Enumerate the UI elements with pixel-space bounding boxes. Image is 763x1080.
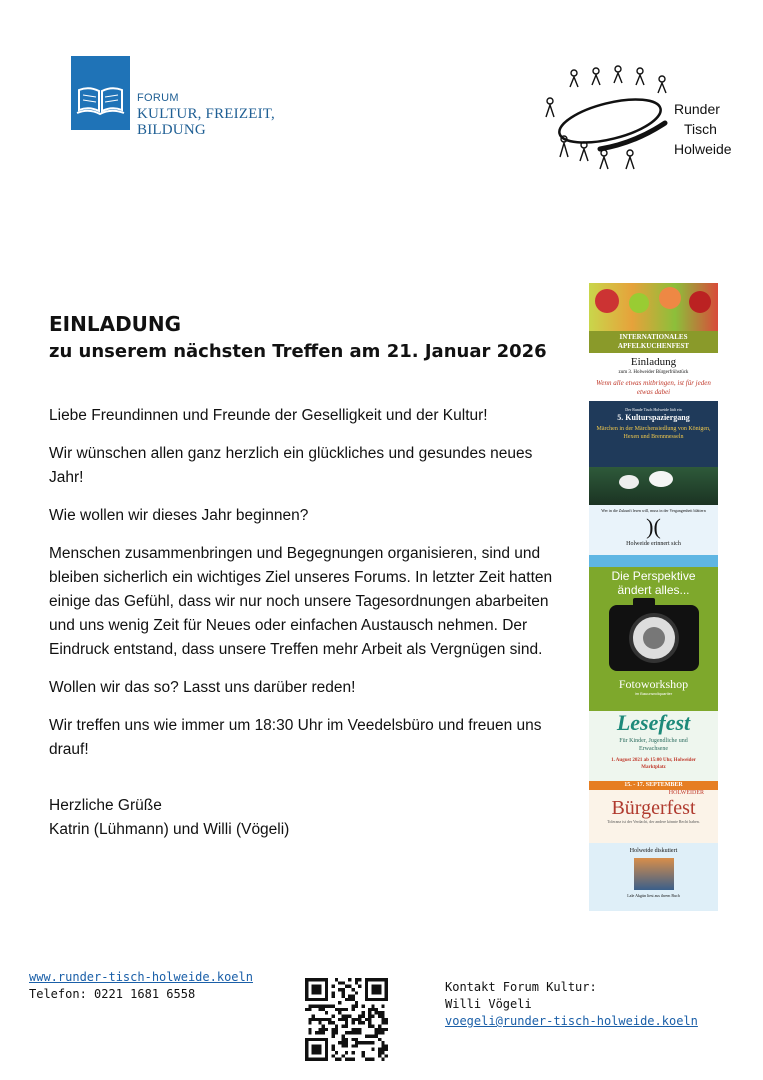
- diskut-sub: Lale Akgün liest aus ihrem Buch: [627, 893, 680, 898]
- round-table-icon: [540, 65, 674, 175]
- erinnert-title: Holweide erinnert sich: [626, 541, 681, 547]
- phone-number: Telefon: 0221 1681 6558: [29, 987, 196, 1001]
- author-photo: [634, 858, 674, 890]
- apfel-motto: Wenn alle etwas mitbringen, ist für jeden etwas dabei: [596, 379, 711, 396]
- invitation-subtitle: zu unserem nächsten Treffen am 21. Januar 2026: [49, 341, 547, 362]
- runder-tisch-line1: Runder: [674, 101, 720, 117]
- foto-head1: Die Perspektive: [611, 569, 696, 583]
- forum-logo: [71, 56, 321, 148]
- contact-email-link[interactable]: voegeli@runder-tisch-holweide.koeln: [445, 1014, 698, 1028]
- footer-contact: [445, 979, 698, 1030]
- lese-title: Lesefest: [616, 711, 691, 735]
- apfel-sub: zum 3. Holweider Bürgerfrühstück: [618, 370, 689, 375]
- spaziergang-title: 5. Kulturspaziergang: [617, 413, 690, 422]
- spaziergang-head: Der Runde Tisch Holweide lädt ein: [625, 407, 682, 412]
- collage-lesefest: [589, 711, 718, 781]
- spaziergang-sub: Märchen in der Märchensiedlung von Königen, Hexen und Brennnesseln: [596, 426, 711, 440]
- contact-label: Kontakt Forum Kultur:: [445, 980, 597, 994]
- runder-tisch-line2: Tisch: [684, 121, 717, 137]
- signature: Katrin (Lühmann) und Willi (Vögeli): [49, 821, 290, 838]
- foto-head2: ändert alles...: [617, 583, 690, 597]
- lese-date: 1. August 2021 ab 15:00 Uhr, Holweider Marktplatz: [611, 758, 696, 770]
- forum-logo-line1: FORUM: [137, 92, 179, 104]
- paragraph-salutation: Liebe Freundinnen und Freunde der Geselligkeit und der Kultur!: [49, 407, 488, 424]
- runder-tisch-line3: Holweide: [674, 141, 732, 157]
- forum-logo-line2: KULTUR, FREIZEIT, BILDUNG: [137, 106, 275, 138]
- buerger-quote: Toleranz ist der Verdacht, der andere könnte Recht haben.: [607, 819, 700, 824]
- collage-kulturspaziergang: [589, 401, 718, 505]
- runder-tisch-logo: [540, 65, 740, 175]
- qr-code[interactable]: [305, 978, 388, 1061]
- closing-greeting: Herzliche Grüße: [49, 797, 162, 814]
- paragraph-discuss: Wollen wir das so? Lasst uns darüber reden!: [49, 679, 356, 696]
- apfel-einladung: Einladung: [630, 356, 677, 368]
- diskut-title: Holweide diskutiert: [629, 848, 678, 854]
- apple-image: [589, 283, 718, 331]
- silhouette-icon: )(: [646, 514, 661, 539]
- letter-body: [49, 404, 569, 842]
- collage-fotoworkshop: [589, 567, 718, 711]
- paragraph-main: Menschen zusammenbringen und Begegnungen organisieren, sind und bleiben sicherlich ein wichtiges Ziel unseres Forums. In letzter Zeit hatten einige das Gefühl, dass wir nur noch unsere Tagesordnungen abarbeiten und uns wenig Zeit für Neues oder einfachen Austausch nehmen. Der Eindruck entstand, dass unsere Treffen mehr Arbeit als Vergnügen sind.: [49, 545, 553, 658]
- paragraph-meeting: Wir treffen uns wie immer um 18:30 Uhr im Veedelsbüro und freuen uns drauf!: [49, 717, 542, 758]
- lese-sub: Für Kinder, Jugendliche und Erwachsene: [619, 738, 688, 752]
- collage-buergerfest: [589, 781, 718, 843]
- collage-erinnert: [589, 505, 718, 567]
- footer-left: [29, 969, 253, 1003]
- contact-name: Willi Vögeli: [445, 997, 532, 1011]
- collage-diskutiert: [589, 843, 718, 911]
- paragraph-new-year: Wir wünschen allen ganz herzlich ein glückliches und gesundes neues Jahr!: [49, 445, 533, 486]
- apfel-title: INTERNATIONALES APFELKUCHENFEST: [589, 331, 718, 353]
- buerger-title: Bürgerfest: [611, 797, 696, 819]
- event-collage: [589, 283, 718, 911]
- invitation-title: EINLADUNG: [49, 312, 182, 336]
- foto-sub: im Bauunwollquartier: [634, 691, 673, 696]
- buerger-small: HOLWEIDER: [668, 790, 704, 796]
- foto-title: Fotoworkshop: [618, 677, 689, 691]
- camera-icon: [609, 605, 699, 671]
- fairytale-image: [589, 467, 718, 505]
- paragraph-question: Wie wollen wir dieses Jahr beginnen?: [49, 507, 309, 524]
- erinnert-quote: Wer in die Zukunft lesen will, muss in der Vergangenheit blättern: [601, 508, 706, 513]
- website-link[interactable]: www.runder-tisch-holweide.koeln: [29, 970, 253, 984]
- collage-apfelkuchenfest: [589, 283, 718, 401]
- book-icon: [71, 56, 130, 130]
- buerger-date: 15. - 17. SEPTEMBER: [589, 781, 718, 790]
